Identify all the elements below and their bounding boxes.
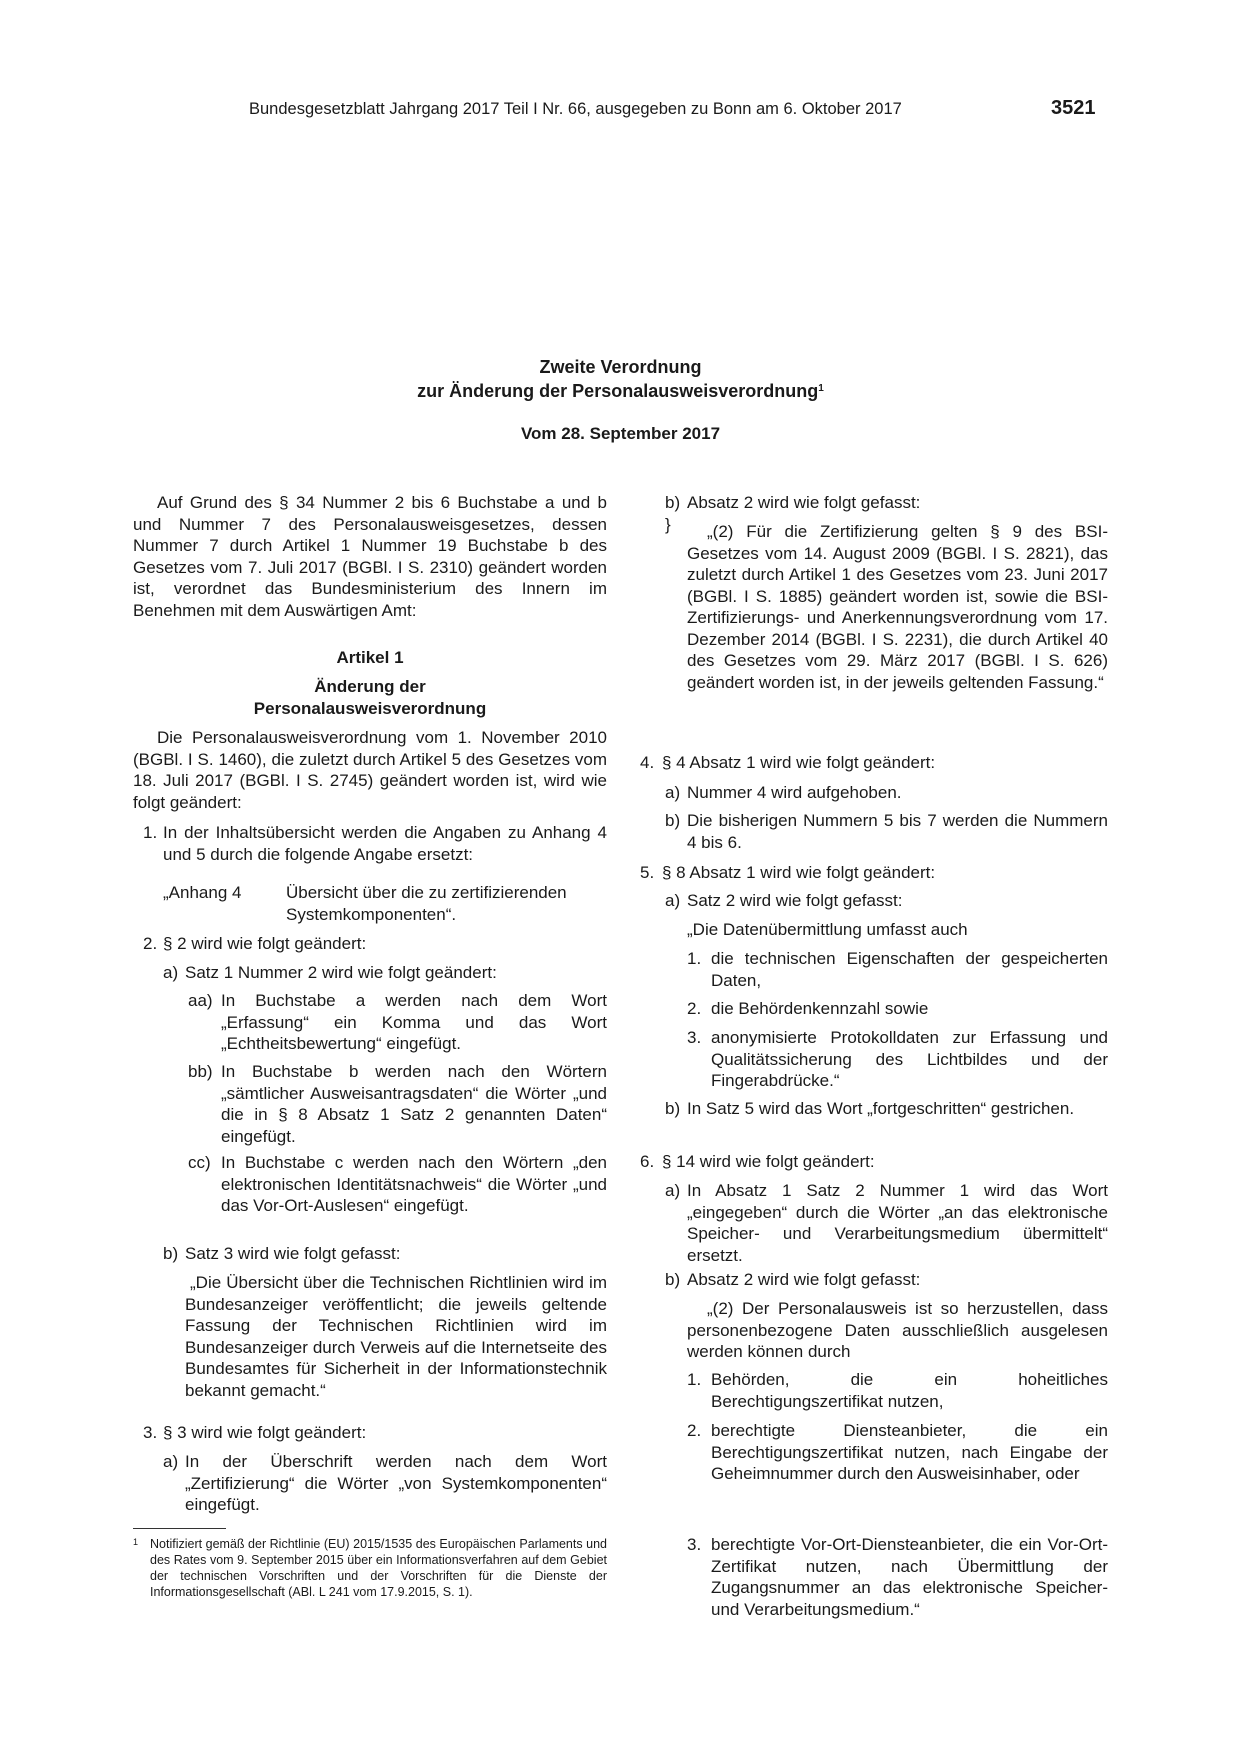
footnote-label: 1 bbox=[133, 1537, 139, 1547]
intro-paragraph: Die Personalausweisverordnung vom 1. November 2010 (BGBl. I S. 1460), die zuletzt durch Artikel 5 des Gesetzes vom 18. Juli 2017 (BGBl. I S. 2745) geändert worden ist, wird wie folgt geändert: bbox=[133, 728, 607, 812]
title-line-2-text: zur Änderung der Personalausweisverordnung bbox=[417, 381, 819, 401]
item-label: bb) bbox=[188, 1062, 213, 1081]
article-title-1: Änderung der bbox=[314, 677, 426, 696]
item-text: § 4 Absatz 1 wird wie folgt geändert: bbox=[662, 753, 936, 772]
quote-2b: „Die Übersicht über die Technischen Richtlinien wird im Bundesanzeiger veröffentlicht; die jeweils geltende Fassung der Technischen Richtlinien wird im Bundesanzeiger durch Verweis auf die Internetseite des Bundesamtes für Sicherheit in der Informationstechnik bekannt gemacht.“ bbox=[185, 1273, 607, 1400]
footnote bbox=[133, 1536, 607, 1600]
item-label: 2. bbox=[687, 999, 702, 1018]
list-item-2b bbox=[163, 1243, 607, 1265]
item-text: § 14 wird wie folgt geändert: bbox=[662, 1152, 875, 1171]
item-text: In der Überschrift werden nach dem Wort „Zertifizierung“ die Wörter „von Systemkomponenten“ eingefügt. bbox=[185, 1452, 607, 1514]
list-item-6b-2 bbox=[687, 1420, 1108, 1485]
anhang-text: Übersicht über die zu zertifizierenden Systemkomponenten“. bbox=[286, 883, 567, 924]
preamble: Auf Grund des § 34 Nummer 2 bis 6 Buchstabe a und b und Nummer 7 des Personalausweisgesetzes, dessen Nummer 7 durch Artikel 1 Nummer 19 Buchstabe b des Gesetzes vom 7. Juli 2017 (BGBl. I S. 2310) geändert worden ist, verordnet das Bundesministerium des Innern im Benehmen mit dem Auswärtigen Amt: bbox=[133, 493, 607, 620]
item-label: a) bbox=[163, 963, 179, 982]
list-item-3b: b) Absatz 2 wird wie folgt gefasst: } bbox=[665, 492, 1108, 535]
item-text: Satz 2 wird wie folgt gefasst: bbox=[687, 891, 903, 910]
quote-3b: „(2) Für die Zertifizierung gelten § 9 des BSI-Gesetzes vom 14. August 2009 (BGBl. I S. 2821), das zuletzt durch Artikel 1 des Gesetzes vom 23. Juni 2017 (BGBl. I S. 1885) geändert worden ist, sowie die BSI-Zertifizierungs- und Anerkennungsverordnung vom 17. Dezember 2014 (BGBl. I S. 2231), die durch Artikel 40 des Gesetzes vom 29. März 2017 (BGBl. I S. 626) geändert worden ist, in der jeweils geltenden Fassung.“ bbox=[687, 522, 1108, 692]
list-item-6b-1 bbox=[687, 1369, 1108, 1412]
item-label: 3. bbox=[143, 1423, 158, 1442]
item-text: Nummer 4 wird aufgehoben. bbox=[687, 783, 902, 802]
item-text: berechtigte Diensteanbieter, die ein Berechtigungszertifikat nutzen, nach Eingabe der Geheimnummer durch den Ausweisinhaber, oder bbox=[711, 1421, 1108, 1483]
item-text: Absatz 2 wird wie folgt gefasst: bbox=[687, 1270, 921, 1289]
list-item-6b-3 bbox=[687, 1534, 1108, 1620]
item-label: b) bbox=[163, 1244, 179, 1263]
item-text: In Absatz 1 Satz 2 Nummer 1 wird das Wort „eingegeben“ durch die Wörter „an das elektronische Speicher- und Verarbeitungsmedium übermittelt“ ersetzt. bbox=[687, 1181, 1108, 1265]
right-column bbox=[640, 492, 1108, 1622]
item-label: cc) bbox=[188, 1153, 211, 1172]
item-label: 2. bbox=[687, 1421, 702, 1440]
list-item-3 bbox=[143, 1422, 607, 1444]
item-label: 2. bbox=[143, 934, 158, 953]
quote-6b: „(2) Der Personalausweis ist so herzustellen, dass personenbezogene Daten ausschließlich ausgelesen werden können durch bbox=[687, 1299, 1108, 1361]
item-text: Absatz 2 wird wie folgt gefasst: bbox=[687, 493, 921, 512]
item-text: In Buchstabe c werden nach den Wörtern „den elektronischen Identitätsnachweis“ die Wörter „und das Vor-Ort-Auslesen“ eingefügt. bbox=[221, 1153, 607, 1215]
item-text: Satz 3 wird wie folgt gefasst: bbox=[185, 1244, 401, 1263]
list-item-4b bbox=[665, 810, 1108, 853]
list-item-2bb bbox=[188, 1061, 607, 1147]
footnote-rule bbox=[133, 1528, 226, 1529]
title-footnote-ref: 1 bbox=[818, 383, 824, 394]
item-label: 5. bbox=[640, 863, 655, 882]
list-item-4 bbox=[640, 752, 1108, 774]
title-date: Vom 28. September 2017 bbox=[520, 424, 721, 443]
item-text: § 8 Absatz 1 wird wie folgt geändert: bbox=[662, 863, 936, 882]
list-item-6b bbox=[665, 1269, 1108, 1291]
item-label: 3. bbox=[687, 1028, 702, 1047]
item-text: § 2 wird wie folgt geändert: bbox=[163, 934, 367, 953]
item-text: In Satz 5 wird das Wort „fortgeschritten“ gestrichen. bbox=[687, 1099, 1075, 1118]
list-item-2 bbox=[143, 933, 607, 955]
list-item-2aa bbox=[188, 990, 607, 1055]
item-text: die Behördenkennzahl sowie bbox=[711, 999, 929, 1018]
list-item-5a bbox=[665, 890, 1108, 912]
item-label: a) bbox=[665, 783, 681, 802]
item-text: Behörden, die ein hoheitliches Berechtigungszertifikat nutzen, bbox=[711, 1370, 1108, 1411]
list-item-5a-1 bbox=[687, 948, 1108, 991]
footnote-text: Notifiziert gemäß der Richtlinie (EU) 2015/1535 des Europäischen Parlaments und des Rates vom 9. September 2015 über ein Informationsverfahren auf dem Gebiet der technischen Vorschriften und der Vorschriften für die Dienste der Informationsgesellschaft (ABl. L 241 vom 17.9.2015, S. 1). bbox=[150, 1537, 607, 1599]
list-item-6 bbox=[640, 1151, 1108, 1173]
item-label: a) bbox=[665, 1181, 681, 1200]
item-label: b) bbox=[665, 1270, 681, 1289]
item-label: 4. bbox=[640, 753, 655, 772]
item-text: In der Inhaltsübersicht werden die Angaben zu Anhang 4 und 5 durch die folgende Angabe ersetzt: bbox=[163, 823, 607, 864]
page-number: 3521 bbox=[1051, 97, 1096, 119]
item-label: b) bbox=[665, 493, 681, 512]
list-item-1 bbox=[143, 822, 607, 865]
left-column bbox=[133, 492, 607, 1552]
item-text: In Buchstabe b werden nach den Wörtern „sämtlicher Ausweisantragsdaten“ die Wörter „und die in § 8 Absatz 1 Satz 2 genannten Daten“ eingefügt. bbox=[221, 1062, 607, 1146]
item-label: 3. bbox=[687, 1535, 702, 1554]
list-item-3a bbox=[163, 1451, 607, 1516]
item-label: b) bbox=[665, 1099, 681, 1118]
item-text: Satz 1 Nummer 2 wird wie folgt geändert: bbox=[185, 963, 497, 982]
item-label: 1. bbox=[687, 1370, 702, 1389]
anhang-label: „Anhang 4 bbox=[163, 883, 242, 902]
item-label: b) bbox=[665, 811, 681, 830]
list-item-4a bbox=[665, 782, 1108, 804]
item-text: In Buchstabe a werden nach dem Wort „Erfassung“ ein Komma und das Wort „Echtheitsbewertung“ eingefügt. bbox=[221, 991, 607, 1053]
list-item-5a-3 bbox=[687, 1027, 1108, 1092]
list-item-5a-2 bbox=[687, 998, 1108, 1020]
item-text: anonymisierte Protokolldaten zur Erfassung und Qualitätssicherung des Lichtbildes und der Fingerabdrücke.“ bbox=[711, 1028, 1108, 1090]
item-label: 1. bbox=[687, 949, 702, 968]
list-item-6a bbox=[665, 1180, 1108, 1266]
running-head: Bundesgesetzblatt Jahrgang 2017 Teil I Nr. 66, ausgegeben zu Bonn am 6. Oktober 2017 bbox=[249, 100, 902, 118]
list-item-2a bbox=[163, 962, 607, 984]
article-heading: Artikel 1 bbox=[336, 648, 404, 667]
item-text: die technischen Eigenschaften der gespeicherten Daten, bbox=[711, 949, 1108, 990]
list-item-5 bbox=[640, 862, 1108, 884]
article-title-2: Personalausweisverordnung bbox=[253, 699, 487, 718]
item-label: a) bbox=[665, 891, 681, 910]
item-label: 1. bbox=[143, 823, 158, 842]
list-item-2cc bbox=[188, 1152, 607, 1217]
quote-5a: „Die Datenübermittlung umfasst auch bbox=[687, 920, 968, 939]
item-label: 6. bbox=[640, 1152, 655, 1171]
item-label: aa) bbox=[188, 991, 213, 1010]
item-label: a) bbox=[163, 1452, 179, 1471]
anhang-entry bbox=[163, 882, 607, 925]
list-item-5b bbox=[665, 1098, 1108, 1120]
item-text: § 3 wird wie folgt geändert: bbox=[163, 1423, 367, 1442]
item-text: Die bisherigen Nummern 5 bis 7 werden die Nummern 4 bis 6. bbox=[687, 811, 1108, 852]
title-line-1: Zweite Verordnung bbox=[539, 357, 702, 377]
title-line-2 bbox=[0, 381, 1241, 402]
item-text: berechtigte Vor-Ort-Diensteanbieter, die ein Vor-Ort-Zertifikat nutzen, nach Übermittlung der Zugangsnummer an das elektronische Speicher- und Verarbeitungsmedium.“ bbox=[711, 1535, 1108, 1619]
